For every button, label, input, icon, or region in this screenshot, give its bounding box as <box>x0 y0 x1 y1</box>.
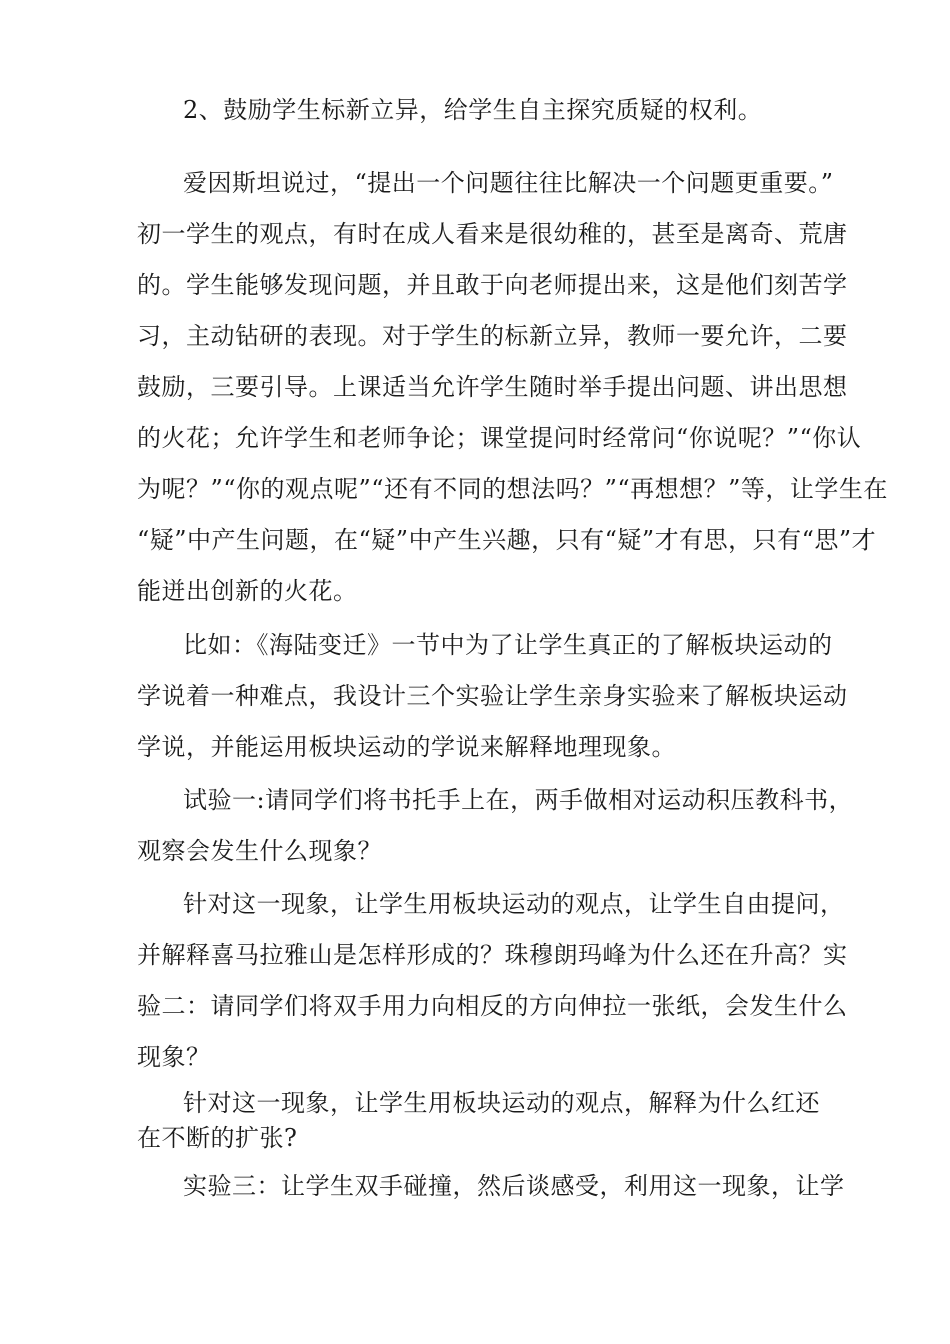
paragraph-line: 初一学生的观点，有时在成人看来是很幼稚的，甚至是离奇、荒唐 <box>137 220 848 248</box>
paragraph-line: 观察会发生什么现象？ <box>137 837 382 865</box>
paragraph-line: 实验三：让学生双手碰撞，然后谈感受，利用这一现象，让学 <box>183 1172 845 1200</box>
paragraph-line: 在不断的扩张? <box>137 1124 298 1152</box>
paragraph-line: 针对这一现象，让学生用板块运动的观点，解释为什么红还 <box>183 1089 820 1117</box>
paragraph-line: 为呢？”“你的观点呢”“还有不同的想法吗？”“再想想？”等，让学生在 <box>137 475 888 503</box>
paragraph-line: 学说着一种难点，我设计三个实验让学生亲身实验来了解板块运动 <box>137 682 848 710</box>
paragraph-line: 针对这一现象，让学生用板块运动的观点，让学生自由提问， <box>183 890 845 918</box>
paragraph-line: 现象？ <box>137 1043 211 1071</box>
section-heading: 2、鼓励学生标新立异，给学生自主探究质疑的权利。 <box>183 96 763 124</box>
paragraph-line: 试验一:请同学们将书托手上在，两手做相对运动积压教科书， <box>183 786 854 814</box>
paragraph-line: 习，主动钻研的表现。对于学生的标新立异，教师一要允许，二要 <box>137 322 848 350</box>
paragraph-line: 爱因斯坦说过，“提出一个问题往往比解决一个问题更重要。” <box>183 169 834 197</box>
paragraph-line: 验二：请同学们将双手用力向相反的方向伸拉一张纸，会发生什么 <box>137 992 848 1020</box>
paragraph-line: 并解释喜马拉雅山是怎样形成的？珠穆朗玛峰为什么还在升高？实 <box>137 941 848 969</box>
paragraph-line: 比如：《海陆变迁》一节中为了让学生真正的了解板块运动的 <box>183 631 833 659</box>
paragraph-line: 能迸出创新的火花。 <box>137 577 358 605</box>
paragraph-line: 的。学生能够发现问题，并且敢于向老师提出来，这是他们刻苦学 <box>137 271 848 299</box>
paragraph-line: 学说，并能运用板块运动的学说来解释地理现象。 <box>137 733 676 761</box>
paragraph-line: 的火花；允许学生和老师争论；课堂提问时经常问“你说呢？”“你认 <box>137 424 862 452</box>
paragraph-line: “疑”中产生问题，在“疑”中产生兴趣，只有“疑”才有思，只有“思”才 <box>137 526 877 554</box>
paragraph-line: 鼓励，三要引导。上课适当允许学生随时举手提出问题、讲出思想 <box>137 373 848 401</box>
